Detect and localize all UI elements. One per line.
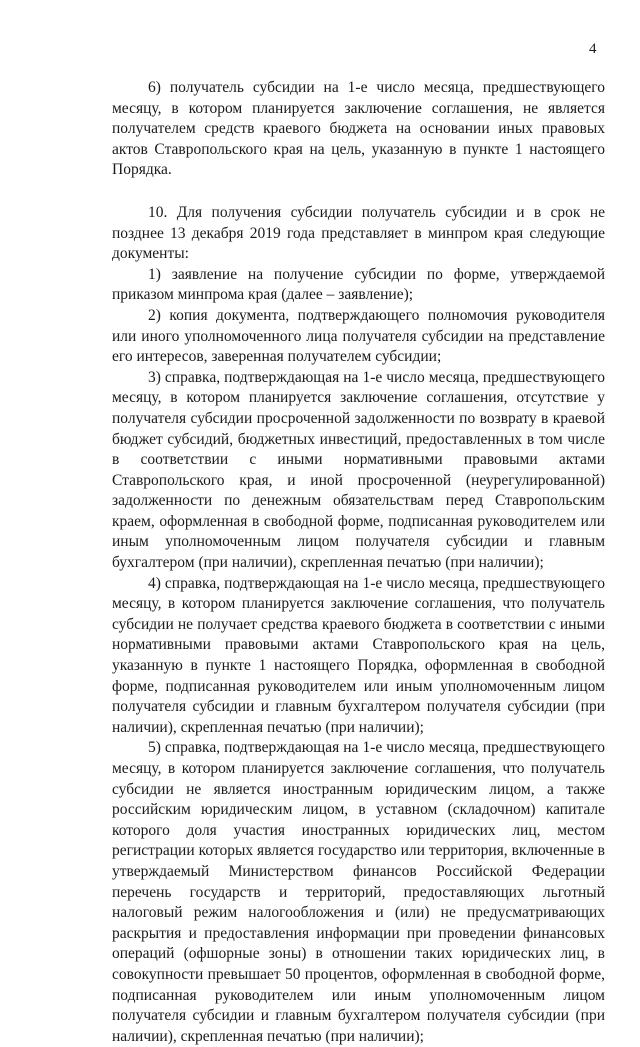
paragraph-gap bbox=[112, 181, 605, 203]
paragraph-doc-4: 4) справка, подтверждающая на 1-е число месяца, предшествующего месяцу, в котором планируется заключение соглашения, что получатель субсидии не получает средства краевого бюджета в соответствии с иными нормативными правовыми актами Ставропольского края на цель, указанную в пункте 1 настоящего Порядка, оформленная в свободной форме, подписанная руководителем или иным уполномоченным лицом получателя субсидии и главным бухгалтером получателя субсидии (при наличии), скрепленная печатью (при наличии); bbox=[112, 574, 605, 736]
paragraph-doc-3: 3) справка, подтверждающая на 1-е число месяца, предшествующего месяцу, в котором планируется заключение соглашения, отсутствие у получателя субсидии просроченной задолженности по возврату в краевой бюджет субсидий, бюджетных инвестиций, предоставленных в том числе в соответствии с иными нормативными правовыми актами Ставропольского края, и иной просроченной (неурегулированной) задолженности по денежным обязательствам перед Ставропольским краем, оформленная в свободной форме, подписанная руководителем или иным уполномоченным лицом получателя субсидии и главным бухгалтером (при наличии), скрепленная печатью (при наличии); bbox=[112, 368, 605, 572]
document-body bbox=[112, 78, 605, 1047]
paragraph-doc-1: 1) заявление на получение субсидии по форме, утверждаемой приказом минпрома края (далее – заявление); bbox=[112, 265, 605, 304]
paragraph-doc-5: 5) справка, подтверждающая на 1-е число месяца, предшествующего месяцу, в котором планируется заключение соглашения, что получатель субсидии не является иностранным юридическим лицом, а также российским юридическим лицом, в уставном (складочном) капитале которого доля участия иностранных юридических лиц, местом регистрации которых является государство или территория, включенные в утверждаемый Министерством финансов Российской Федерации перечень государств и территорий, предоставляющих льготный налоговый режим налогообложения и (или) не предусматривающих раскрытия и предоставления информации при проведении финансовых операций (офшорные зоны) в отношении таких юридических лиц, в совокупности превышает 50 процентов, оформленная в свободной форме, подписанная руководителем или иным уполномоченным лицом получателя субсидии и главным бухгалтером получателя субсидии (при наличии), скрепленная печатью (при наличии); bbox=[112, 739, 605, 1045]
paragraph-item-6: 6) получатель субсидии на 1-е число месяца, предшествующего месяцу, в котором планируется заключение соглашения, не является получателем средств краевого бюджета на основании иных правовых актов Ставропольского края на цель, указанную в пункте 1 настоящего Порядка. bbox=[112, 79, 605, 179]
paragraph-section-10: 10. Для получения субсидии получатель субсидии и в срок не позднее 13 декабря 2019 года представляет в минпром края следующие документы: bbox=[112, 203, 605, 263]
paragraph-doc-2: 2) копия документа, подтверждающего полномочия руководителя или иного уполномоченного лица получателя субсидии на представление его интересов, заверенная получателем субсидии; bbox=[112, 306, 605, 366]
page-number: 4 bbox=[589, 41, 597, 57]
